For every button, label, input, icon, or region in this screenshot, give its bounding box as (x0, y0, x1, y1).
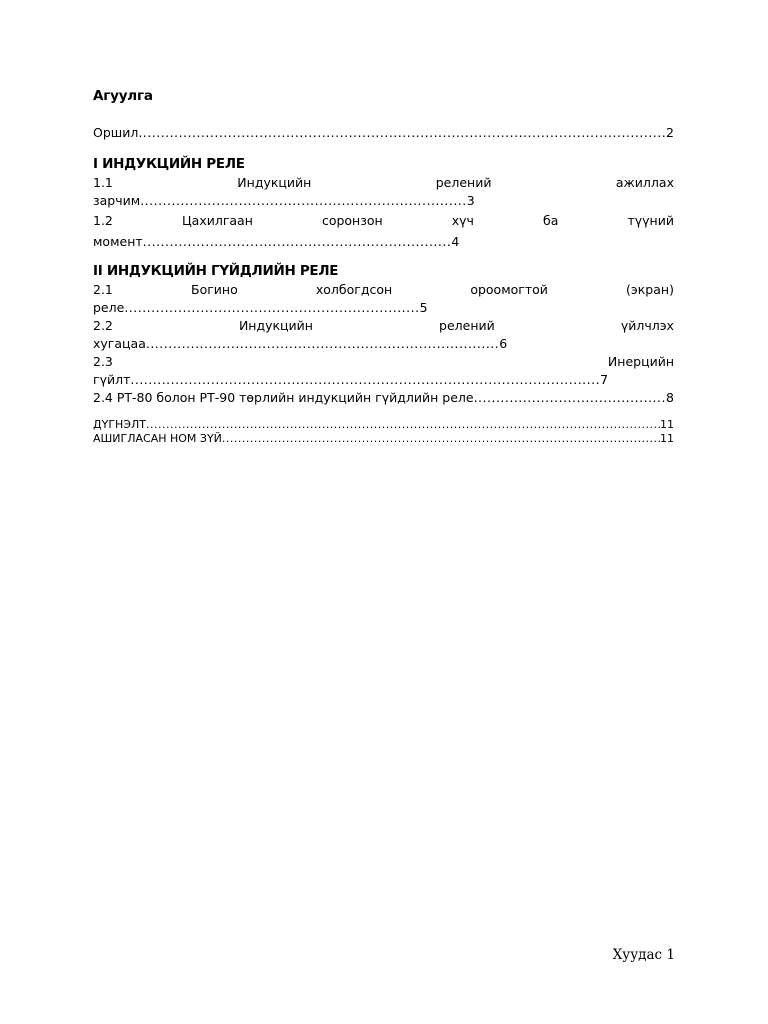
toc-entry-line (93, 212, 674, 230)
toc-entry-page: 4 (451, 234, 460, 249)
toc-entry-2-1[interactable] (93, 281, 674, 317)
toc-word: Индукцийн (238, 318, 313, 333)
toc-entry-continuation (93, 335, 674, 353)
toc-entry-label: 2.4 РТ-80 болон РТ-90 төрлийн индукцийн гүйдлийн реле (93, 390, 474, 405)
toc-word: үйлчлэх (620, 318, 674, 333)
toc-dot-leader (146, 418, 660, 432)
toc-entry-label: Оршил (93, 125, 139, 140)
toc-entry-page: 11 (660, 432, 674, 445)
toc-word: 2.3 (93, 354, 113, 369)
toc-entry-label: АШИГЛАСАН НОМ ЗҮЙ (93, 432, 222, 445)
toc-entry-continuation (93, 192, 674, 210)
toc-word: ороомогтой (470, 282, 548, 297)
toc-word: Богино (191, 282, 238, 297)
toc-word: соронзон (321, 213, 383, 228)
toc-entry-page: 3 (466, 193, 475, 208)
toc-entry-line (93, 281, 674, 299)
toc-entry-page: 11 (660, 418, 674, 431)
toc-dot-leader: ......................................................................................................... (130, 372, 601, 387)
page-number-footer: Хуудас 1 (612, 947, 675, 963)
toc-entry-continuation (93, 233, 674, 251)
toc-dot-leader (474, 389, 666, 407)
toc-entry-conclusion[interactable] (93, 418, 674, 432)
toc-entry-page: 7 (600, 372, 609, 387)
toc-dot-leader: ............................................................................... (145, 336, 500, 351)
toc-dot-leader (222, 432, 660, 446)
toc-word: 1.1 (93, 175, 113, 190)
toc-entry-1-2[interactable] (93, 212, 674, 251)
toc-dot-leader: .................................................................. (124, 300, 420, 315)
toc-entry-1-1[interactable] (93, 174, 674, 210)
toc-entry-2-4[interactable] (93, 389, 674, 407)
toc-entry-continuation (93, 299, 674, 317)
toc-dot-leader: ..................................................................... (142, 234, 452, 249)
toc-word: релений (435, 175, 492, 190)
toc-dot-leader (138, 124, 666, 142)
table-of-contents (93, 86, 674, 446)
toc-dot-leader: ......................................................................... (140, 193, 467, 208)
toc-word: релений (439, 318, 495, 333)
toc-word: 2.1 (93, 282, 113, 297)
toc-word: 1.2 (93, 213, 113, 228)
toc-entry-page: 5 (419, 300, 428, 315)
section-heading-1: I ИНДУКЦИЙН РЕЛЕ (93, 156, 245, 172)
toc-word: холбогдсон (315, 282, 393, 297)
section-heading-2: II ИНДУКЦИЙН ГҮЙДЛИЙН РЕЛЕ (93, 263, 339, 279)
toc-word: 2.2 (93, 318, 113, 333)
toc-entry-page: 8 (666, 390, 674, 405)
toc-entry-page: 2 (666, 125, 674, 140)
toc-entry-label: ДҮГНЭЛТ (93, 418, 146, 431)
toc-word: (экран) (626, 282, 674, 297)
toc-entry-line (93, 317, 674, 335)
toc-entry-intro[interactable] (93, 124, 674, 142)
toc-entry-line (93, 353, 674, 371)
toc-word: Индукцийн (237, 175, 312, 190)
toc-entry-2-3[interactable] (93, 353, 674, 389)
toc-word: хүч (451, 213, 474, 228)
toc-word: Инерцийн (607, 354, 674, 369)
toc-word: түүний (627, 213, 674, 228)
toc-word: ажиллах (615, 175, 674, 190)
toc-entry-2-2[interactable] (93, 317, 674, 353)
toc-entry-label: зарчим (93, 193, 141, 208)
toc-entry-label: реле (93, 300, 125, 315)
toc-entry-label: момент (93, 234, 143, 249)
toc-entry-page: 6 (499, 336, 508, 351)
toc-word: ба (543, 213, 559, 228)
toc-entry-line (93, 174, 674, 192)
toc-entry-label: хугацаа (93, 336, 146, 351)
toc-word: Цахилгаан (181, 213, 253, 228)
toc-entry-references[interactable] (93, 432, 674, 446)
toc-entry-continuation (93, 371, 674, 389)
toc-title: Агуулга (93, 88, 153, 104)
toc-entry-label: гүйлт (93, 372, 131, 387)
